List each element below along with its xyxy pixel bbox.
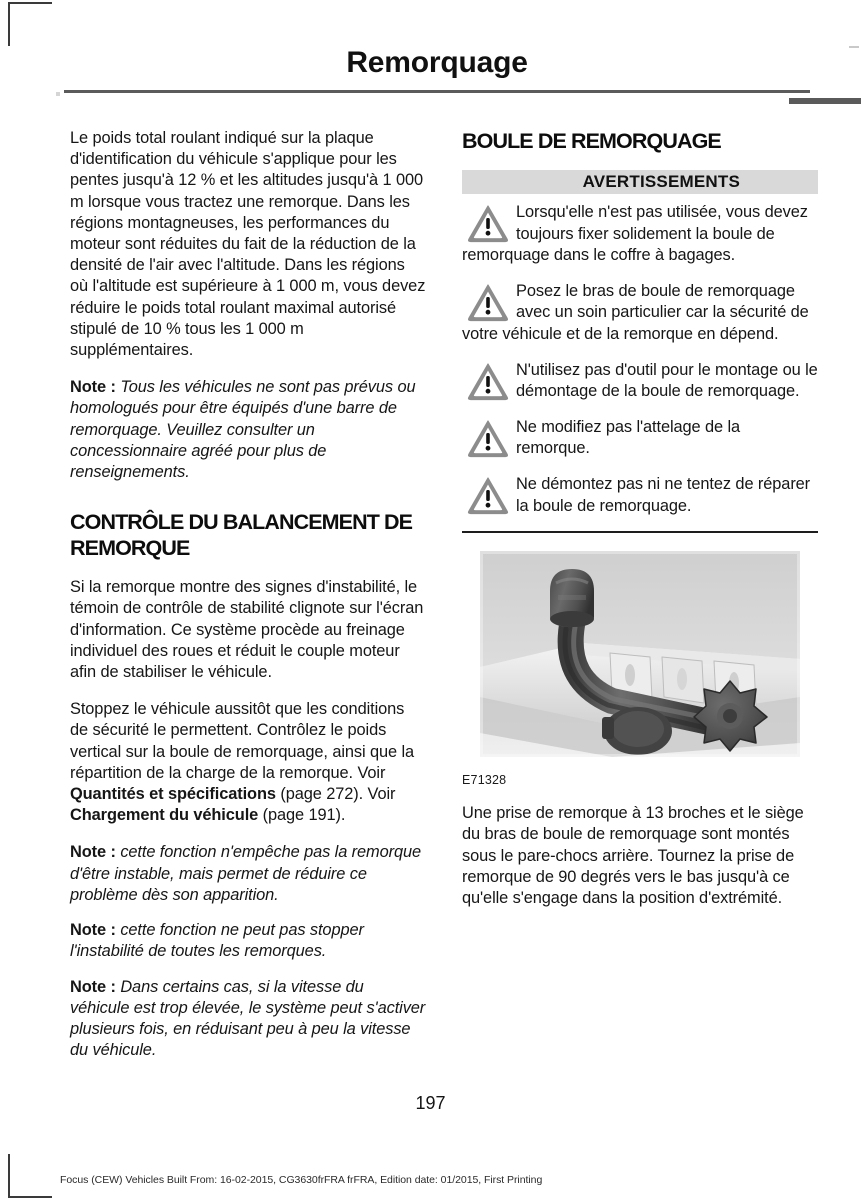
note-label: Note :: [70, 977, 116, 996]
intro-paragraph: Le poids total roulant indiqué sur la plaque d'identification du véhicule s'applique pour les pentes jusqu'à 12 % et les altitudes jusqu'à 1 000 m lorsque vous tractez une remorque. Dans les régions montagneuses, les performances du moteur sont réduites du fait de la réduction de la densité de l'air avec l'altitude. Dans les régions où l'altitude est supérieure à 1 000 m, vous devez réduire le poids total roulant maximal autorisé stipulé de 10 % tous les 1 000 m supplémentaires.: [70, 129, 426, 360]
note-high-speed-activation: [70, 977, 426, 1062]
note-text: cette fonction ne peut pas stopper l'instabilité de toutes les remorques.: [70, 921, 364, 961]
note-vehicles-homologation: [70, 377, 426, 483]
footer-metadata: Focus (CEW) Vehicles Built From: 16-02-2015, CG3630frFRA frFRA, Edition date: 01/2015, First Printing: [60, 1174, 543, 1186]
warning-item: [462, 360, 818, 403]
crop-mark-bottom-left: [8, 1154, 52, 1198]
note-text: cette fonction n'empêche pas la remorque d'être instable, mais permet de réduire ce problème dès son apparition.: [70, 843, 422, 904]
registration-mark-top-right: [849, 46, 859, 48]
tow-ball-illustration: [462, 547, 818, 769]
warning-text: Posez le bras de boule de remorquage avec un soin particulier car la sécurité de votre véhicule et de la remorque en dépend.: [462, 281, 809, 343]
warning-triangle-icon: [466, 361, 510, 401]
note-does-not-prevent-instability: [70, 842, 426, 906]
paragraph-part-3: (page 191).: [258, 806, 346, 825]
warning-text: N'utilisez pas d'outil pour le montage ou le démontage de la boule de remorquage.: [516, 360, 818, 401]
section-heading-trailer-sway-control: CONTRÔLE DU BALANCEMENT DE REMORQUE: [70, 510, 413, 561]
right-column: [462, 128, 818, 925]
page-title: Remorquage: [346, 46, 528, 79]
paragraph-sway-detection: Si la remorque montre des signes d'instabilité, le témoin de contrôle de stabilité clignote sur l'écran d'information. Ce système procède au freinage individuel des roues et réduit le couple moteur afin de stabiliser le véhicule.: [70, 578, 424, 682]
warnings-banner: AVERTISSEMENTS: [462, 170, 818, 194]
warning-item: [462, 202, 818, 267]
warning-item: [462, 474, 818, 517]
page-number: 197: [415, 1093, 446, 1113]
note-cannot-stop-instability: [70, 920, 426, 962]
warning-item: [462, 281, 818, 346]
warning-triangle-icon: [466, 203, 510, 243]
note-text: Dans certains cas, si la vitesse du véhicule est trop élevée, le système peut s'activer plusieurs fois, en réduisant peu à peu la vitesse du véhicule.: [70, 977, 426, 1060]
paragraph-part-2: (page 272). Voir: [275, 785, 396, 804]
note-label: Note :: [70, 843, 116, 862]
warning-triangle-icon: [466, 418, 510, 458]
cross-reference-specifications[interactable]: Quantités et spécifications: [70, 785, 276, 804]
paragraph-stop-vehicle: [70, 699, 426, 826]
figure-id-label: E71328: [462, 773, 507, 788]
warning-text: Lorsqu'elle n'est pas utilisée, vous devez toujours fixer solidement la boule de remorquage dans le coffre à bagages.: [462, 203, 808, 265]
warning-item: [462, 417, 818, 460]
warning-text: Ne démontez pas ni ne tentez de réparer la boule de remorquage.: [516, 474, 811, 515]
section-heading-tow-ball: BOULE DE REMORQUAGE: [462, 129, 721, 153]
crop-mark-top-left: [8, 2, 52, 46]
warnings-divider: [462, 531, 818, 533]
header-divider: [64, 90, 810, 93]
note-text: Tous les véhicules ne sont pas prévus ou homologués pour être équipés d'une barre de remorquage. Veuillez consulter un concessionnaire agréé pour plus de renseignements.: [70, 378, 416, 482]
paragraph-part-1: Stoppez le véhicule aussitôt que les conditions de sécurité le permettent. Contrôlez le poids vertical sur la boule de remorquage, ainsi que la répartition de la charge de la remorque. Voir: [70, 700, 415, 782]
bleed-bar-right: [789, 98, 861, 104]
note-label: Note :: [70, 921, 116, 940]
left-column: [70, 128, 426, 1075]
note-label: Note :: [70, 378, 116, 397]
paragraph-socket-description: Une prise de remorque à 13 broches et le siège du bras de boule de remorquage sont montés sous le pare-chocs arrière. Tournez la prise de remorque de 90 degrés vers le bas jusqu'à ce qu'elle s'engage dans la position d'extrémité.: [462, 804, 804, 907]
warning-text: Ne modifiez pas l'attelage de la remorque.: [516, 417, 741, 458]
warning-triangle-icon: [466, 475, 510, 515]
warning-triangle-icon: [466, 282, 510, 322]
cross-reference-vehicle-loading[interactable]: Chargement du véhicule: [70, 806, 259, 825]
figure-tow-ball-arm: [462, 547, 818, 769]
registration-dot-left: [56, 92, 60, 96]
